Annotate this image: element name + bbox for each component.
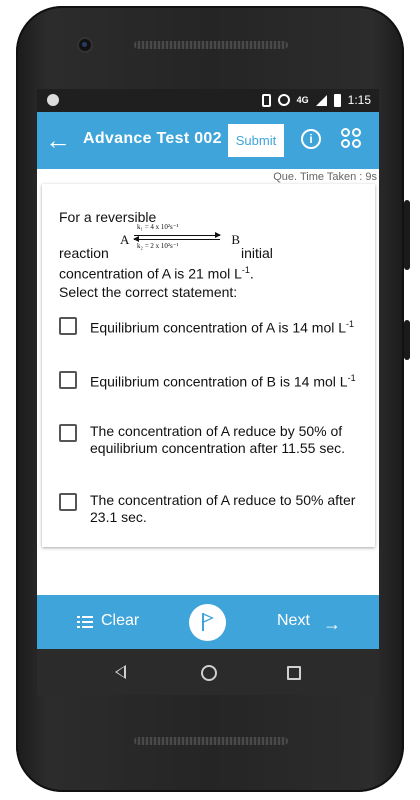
alarm-icon bbox=[278, 94, 290, 106]
question-card bbox=[42, 184, 375, 547]
notification-dot-icon bbox=[47, 94, 59, 106]
question-grid-icon[interactable] bbox=[341, 128, 363, 150]
clock: 1:15 bbox=[347, 93, 371, 107]
network-type: 4G bbox=[296, 95, 309, 105]
flag-button[interactable] bbox=[189, 604, 226, 641]
option-2-checkbox[interactable] bbox=[59, 371, 77, 389]
volume-button bbox=[404, 200, 410, 270]
forward-arrow-icon bbox=[134, 235, 220, 236]
page-title: Advance Test 002 bbox=[83, 130, 222, 147]
equation-reactant: A bbox=[120, 232, 130, 247]
app-bar bbox=[37, 112, 379, 169]
question-line-1: For a reversible bbox=[59, 209, 157, 225]
equation-product: B bbox=[231, 232, 240, 247]
info-icon[interactable]: i bbox=[301, 129, 321, 149]
bottom-speaker bbox=[134, 737, 288, 745]
equation-k1: k₁ = 4 x 10²s⁻¹ bbox=[137, 223, 179, 231]
vibrate-icon bbox=[262, 94, 271, 107]
question-line-3-sup: -1 bbox=[241, 265, 250, 275]
battery-icon bbox=[334, 94, 341, 107]
next-arrow-icon[interactable]: → bbox=[323, 614, 341, 634]
power-button bbox=[404, 320, 410, 360]
option-1-label bbox=[90, 316, 365, 337]
option-2-label bbox=[90, 370, 365, 391]
option-1-text: Equilibrium concentration of A is 14 mol L bbox=[90, 319, 347, 336]
question-line-3 bbox=[59, 265, 254, 282]
option-2-sup: -1 bbox=[347, 373, 356, 383]
option-4-label: The concentration of A reduce to 50% after 23.1 sec. bbox=[90, 492, 356, 525]
flag-cloth-icon bbox=[203, 613, 214, 623]
list-clear-icon[interactable] bbox=[77, 616, 93, 628]
status-icons bbox=[262, 93, 371, 107]
question-line-3-text: concentration of A is 21 mol L bbox=[59, 265, 242, 282]
option-2-text: Equilibrium concentration of B is 14 mol L bbox=[90, 373, 348, 390]
option-3-label: The concentration of A reduce by 50% of equilibrium concentration after 11.55 sec. bbox=[90, 423, 345, 456]
nav-home-icon[interactable] bbox=[201, 665, 217, 681]
front-camera bbox=[79, 39, 91, 51]
submit-button[interactable]: Submit bbox=[228, 124, 284, 157]
next-button[interactable]: Next bbox=[277, 612, 310, 629]
system-nav-bar bbox=[37, 649, 379, 695]
nav-recent-apps-icon[interactable] bbox=[287, 666, 301, 680]
question-line-2-pre: reaction bbox=[59, 245, 109, 261]
option-3-checkbox[interactable] bbox=[59, 424, 77, 442]
back-arrow-icon[interactable]: ← bbox=[45, 125, 71, 155]
signal-icon bbox=[316, 95, 327, 106]
backward-arrow-icon bbox=[134, 239, 220, 240]
reaction-equation bbox=[120, 223, 240, 252]
question-line-4: Select the correct statement: bbox=[59, 284, 238, 300]
screen bbox=[37, 89, 379, 695]
question-line-2-post: initial bbox=[241, 245, 273, 261]
status-bar bbox=[37, 89, 379, 112]
option-1-sup: -1 bbox=[346, 319, 355, 329]
question-line-3-end: . bbox=[249, 265, 254, 282]
top-speaker bbox=[134, 41, 288, 49]
option-1-checkbox[interactable] bbox=[59, 317, 77, 335]
nav-back-icon[interactable] bbox=[115, 665, 126, 679]
equation-k2: k₂ = 2 x 10²s⁻¹ bbox=[137, 242, 179, 250]
bottom-action-bar bbox=[37, 595, 379, 649]
clear-button[interactable]: Clear bbox=[101, 612, 140, 629]
option-4-checkbox[interactable] bbox=[59, 493, 77, 511]
question-time-taken: Que. Time Taken : 9s bbox=[273, 171, 377, 183]
